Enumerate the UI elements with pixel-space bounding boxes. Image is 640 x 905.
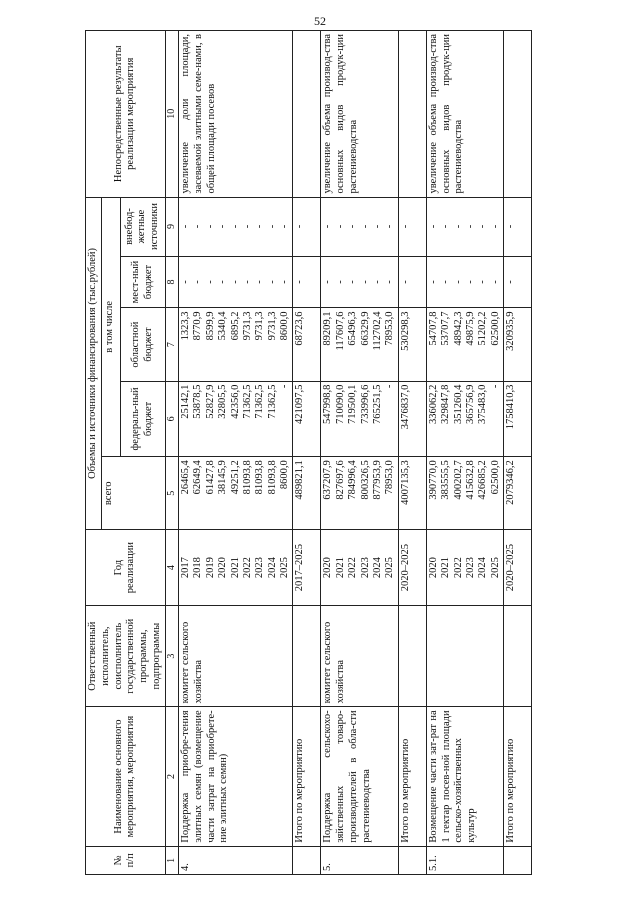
extrabudget-value: - [254, 224, 266, 229]
federal-value: 421097,5 [293, 381, 321, 457]
col-number: 7 [165, 308, 178, 381]
years: 2017–2025 [293, 530, 321, 606]
regional-value: 8600,0 [279, 311, 291, 341]
federal [321, 381, 398, 457]
row-number: 4. [178, 846, 293, 874]
regional-value: 78953,0 [384, 311, 396, 346]
regional-value: 53707,7 [440, 311, 452, 346]
federal-value: 375483,0 [477, 384, 489, 425]
local-value: - [452, 280, 464, 284]
year-value: 2022 [241, 557, 253, 579]
extrabudget-value: - [440, 224, 452, 229]
responsible [398, 605, 426, 707]
extrabudget-value: - [398, 197, 426, 256]
regional-value: 8599,9 [204, 311, 216, 341]
federal-value: 547998,8 [322, 384, 334, 425]
table-body [178, 31, 531, 875]
regional-value: 89209,1 [322, 311, 334, 346]
local [321, 256, 398, 308]
year [426, 530, 503, 606]
total [178, 457, 293, 530]
federal-value: 710090,0 [334, 384, 346, 425]
extrabudget-value: - [384, 224, 396, 229]
extrabudget-value: - [241, 224, 253, 229]
total-value: 81093,8 [241, 460, 253, 495]
federal-value: 351260,4 [452, 384, 464, 425]
local-value: - [477, 280, 489, 284]
total-value: 78953,0 [384, 460, 396, 495]
year-value: 2021 [334, 557, 346, 579]
year-value: 2020 [427, 557, 439, 579]
measure-name: Возмещение части зат-рат на 1 гектар посев-ной площади сельско-хозяйственных культур [426, 707, 503, 846]
year-value: 2023 [465, 557, 476, 579]
extrabudget-value: - [293, 197, 321, 256]
federal-value: 719500,1 [347, 384, 359, 425]
federal-value: - [489, 384, 501, 389]
local-value: - [334, 280, 346, 284]
funding-table [85, 30, 532, 875]
header-year: Год реализации [86, 530, 166, 606]
year-value: 2022 [347, 557, 359, 579]
federal-value: - [279, 384, 291, 389]
year-value: 2020 [217, 557, 229, 579]
total-value: 81093,8 [266, 460, 278, 495]
table-header [86, 31, 179, 875]
local-value: - [229, 280, 241, 284]
year-value: 2021 [440, 557, 452, 579]
regional-value: 117607,6 [334, 311, 346, 351]
summary-row [398, 31, 426, 875]
total-value: 784996,4 [347, 460, 359, 500]
federal-value: 733996,6 [359, 384, 371, 425]
local-value: - [359, 280, 371, 284]
year-value: 2024 [477, 557, 489, 579]
year-value: 2018 [192, 557, 204, 579]
extrabudget-value: - [427, 224, 439, 229]
regional-value: 112702,4 [372, 311, 384, 351]
col-number: 6 [165, 381, 178, 457]
total-value: 61427,8 [204, 460, 216, 495]
year-value: 2024 [266, 557, 278, 579]
total-value: 400202,7 [452, 460, 464, 500]
total-value: 877953,9 [372, 460, 384, 500]
total-value: 383555,5 [440, 460, 452, 500]
measure-name: Поддержка сельскохо-зяйственных товаро-производителей в обла-сти растениеводства [321, 707, 398, 846]
extrabudget [321, 197, 398, 256]
federal [178, 381, 293, 457]
extrabudget-value: - [489, 224, 501, 229]
header-federal: федераль-ный бюджет [120, 381, 165, 457]
federal-value: 336062,2 [427, 384, 439, 425]
header-responsible: Ответственный исполнитель, соисполнитель государственной программы, подпрограммы [86, 605, 166, 707]
federal-value: 42356,0 [229, 384, 241, 419]
regional-value: 9731,3 [266, 311, 278, 341]
extrabudget-value: - [279, 224, 291, 229]
regional-value: 320935,9 [504, 308, 532, 381]
year-value: 2021 [229, 557, 241, 579]
total-value: 49251,2 [229, 460, 241, 495]
years: 2020–2025 [504, 530, 532, 606]
local-value: - [254, 280, 266, 284]
federal-value: - [384, 384, 396, 389]
year-value: 2024 [372, 557, 384, 579]
total-value: 390770,0 [427, 460, 439, 500]
total-value: 26465,4 [179, 460, 191, 495]
regional-value: 65496,3 [347, 311, 359, 346]
regional-value: 5340,4 [217, 311, 229, 341]
result [398, 31, 426, 198]
page-number: 52 [314, 14, 326, 28]
responsible [426, 605, 503, 707]
federal-value: 71362,5 [266, 384, 278, 419]
row-number [398, 846, 426, 874]
federal-value: 3476837,0 [398, 381, 426, 457]
federal [426, 381, 503, 457]
year [178, 530, 293, 606]
total-value: 8600,0 [279, 460, 291, 490]
header-including: в том числе [101, 197, 120, 457]
years: 2020–2025 [398, 530, 426, 606]
total-value: 415632,8 [465, 460, 476, 500]
federal-value: 329847,8 [440, 384, 452, 425]
regional [321, 308, 398, 381]
regional-value: 62500,0 [489, 311, 501, 346]
extrabudget-value: - [266, 224, 278, 229]
measure-name: Итого по мероприятию [293, 707, 321, 846]
local-value: - [241, 280, 253, 284]
local-value: - [179, 280, 191, 284]
year-value: 2017 [179, 557, 191, 579]
column-number-row [165, 31, 178, 875]
year-value: 2023 [359, 557, 371, 579]
regional-value: 54707,8 [427, 311, 439, 346]
local-value: - [192, 280, 204, 284]
local-value: - [293, 256, 321, 308]
year-value: 2025 [384, 557, 396, 579]
row-number [504, 846, 532, 874]
header-result: Непосредственные результаты реализации мероприятия [86, 31, 166, 198]
year-value: 2025 [279, 557, 291, 579]
year-value: 2019 [204, 557, 216, 579]
local-value: - [504, 256, 532, 308]
table-row [426, 31, 503, 875]
row-number: 5.1. [426, 846, 503, 874]
local-value: - [372, 280, 384, 284]
header-num: № п/п [86, 846, 166, 874]
row-number [293, 846, 321, 874]
extrabudget-value: - [359, 224, 371, 229]
local-value: - [489, 280, 501, 284]
result [293, 31, 321, 198]
col-number: 5 [165, 457, 178, 530]
federal-value: 25142,1 [179, 384, 191, 419]
extrabudget [178, 197, 293, 256]
total-value: 62500,0 [489, 460, 501, 495]
result [504, 31, 532, 198]
col-number: 4 [165, 530, 178, 606]
local-value: - [465, 280, 476, 284]
result: увеличение доли площади, засеваемой элитными семе-нами, в общей площади посевов [178, 31, 293, 198]
header-total: всего [101, 457, 165, 530]
col-number: 8 [165, 256, 178, 308]
local-value: - [398, 256, 426, 308]
regional [426, 308, 503, 381]
table-row [178, 31, 293, 875]
regional-value: 9731,3 [254, 311, 266, 341]
total-value: 2079346,2 [504, 457, 532, 530]
extrabudget-value: - [179, 224, 191, 229]
measure-name: Итого по мероприятию [398, 707, 426, 846]
year-value: 2025 [489, 557, 501, 579]
regional-value: 530298,3 [398, 308, 426, 381]
federal-value: 365756,9 [465, 384, 476, 425]
federal-value: 765251,5 [372, 384, 384, 425]
col-number: 3 [165, 605, 178, 707]
total-value: 4007135,3 [398, 457, 426, 530]
federal-value: 71362,5 [254, 384, 266, 419]
row-number: 5. [321, 846, 398, 874]
local-value: - [384, 280, 396, 284]
rotated-table-wrapper [85, 30, 615, 875]
federal-value: 53878,5 [192, 384, 204, 419]
extrabudget-value: - [504, 197, 532, 256]
extrabudget [426, 197, 503, 256]
extrabudget-value: - [334, 224, 346, 229]
local-value: - [347, 280, 359, 284]
total [321, 457, 398, 530]
total-value: 426685,2 [477, 460, 489, 500]
measure-name: Поддержка приобре-тения элитных семян (возмещение части затрат на приобрете-ние элитных семян) [178, 707, 293, 846]
extrabudget-value: - [229, 224, 241, 229]
extrabudget-value: - [192, 224, 204, 229]
extrabudget-value: - [347, 224, 359, 229]
total-value: 62649,4 [192, 460, 204, 495]
local [178, 256, 293, 308]
total [426, 457, 503, 530]
federal-value: 32805,5 [217, 384, 229, 419]
local-value: - [322, 280, 334, 284]
table-row [321, 31, 398, 875]
federal-value: 1758410,3 [504, 381, 532, 457]
year [321, 530, 398, 606]
local-value: - [440, 280, 452, 284]
regional-value: 66329,9 [359, 311, 371, 346]
regional-value: 9731,3 [241, 311, 253, 341]
local-value: - [217, 280, 229, 284]
year-value: 2020 [322, 557, 334, 579]
regional-value: 51202,2 [477, 311, 489, 346]
regional [178, 308, 293, 381]
header-extrabudget: внебюд-жетные источники [120, 197, 165, 256]
col-number: 9 [165, 197, 178, 256]
regional-value: 8770,9 [192, 311, 204, 341]
federal-value: 71362,5 [241, 384, 253, 419]
extrabudget-value: - [477, 224, 489, 229]
measure-name: Итого по мероприятию [504, 707, 532, 846]
year-value: 2022 [452, 557, 464, 579]
federal-value: 52827,9 [204, 384, 216, 419]
local-value: - [266, 280, 278, 284]
total-value: 827697,6 [334, 460, 346, 500]
total-value: 489821,1 [293, 457, 321, 530]
responsible: комитет сельского хозяйства [321, 605, 398, 707]
extrabudget-value: - [217, 224, 229, 229]
responsible [504, 605, 532, 707]
result: увеличение объема производ-ства основных видов продук-ции растениеводства [321, 31, 398, 198]
local [426, 256, 503, 308]
header-funding: Объемы и источники финансирования (тыс.рублей) [86, 197, 102, 530]
total-value: 800326,5 [359, 460, 371, 500]
col-number: 1 [165, 846, 178, 874]
regional-value: 49875,9 [465, 311, 476, 346]
extrabudget-value: - [372, 224, 384, 229]
total-value: 637207,9 [322, 460, 334, 500]
extrabudget-value: - [465, 224, 476, 229]
year-value: 2023 [254, 557, 266, 579]
regional-value: 6895,2 [229, 311, 241, 341]
total-value: 81093,8 [254, 460, 266, 495]
regional-value: 48942,3 [452, 311, 464, 346]
total-value: 38145,9 [217, 460, 229, 495]
col-number: 10 [165, 31, 178, 198]
result: увеличение объема производ-ства основных видов продук-ции растениеводства [426, 31, 503, 198]
local-value: - [427, 280, 439, 284]
summary-row [504, 31, 532, 875]
extrabudget-value: - [452, 224, 464, 229]
regional-value: 1323,3 [179, 311, 191, 341]
header-local: мест-ный бюджет [120, 256, 165, 308]
regional-value: 68723,6 [293, 308, 321, 381]
responsible [293, 605, 321, 707]
extrabudget-value: - [204, 224, 216, 229]
summary-row [293, 31, 321, 875]
responsible: комитет сельского хозяйства [178, 605, 293, 707]
local-value: - [204, 280, 216, 284]
header-regional: областной бюджет [120, 308, 165, 381]
col-number: 2 [165, 707, 178, 846]
extrabudget-value: - [322, 224, 334, 229]
header-name: Наименование основного мероприятия, мероприятия [86, 707, 166, 846]
local-value: - [279, 280, 291, 284]
